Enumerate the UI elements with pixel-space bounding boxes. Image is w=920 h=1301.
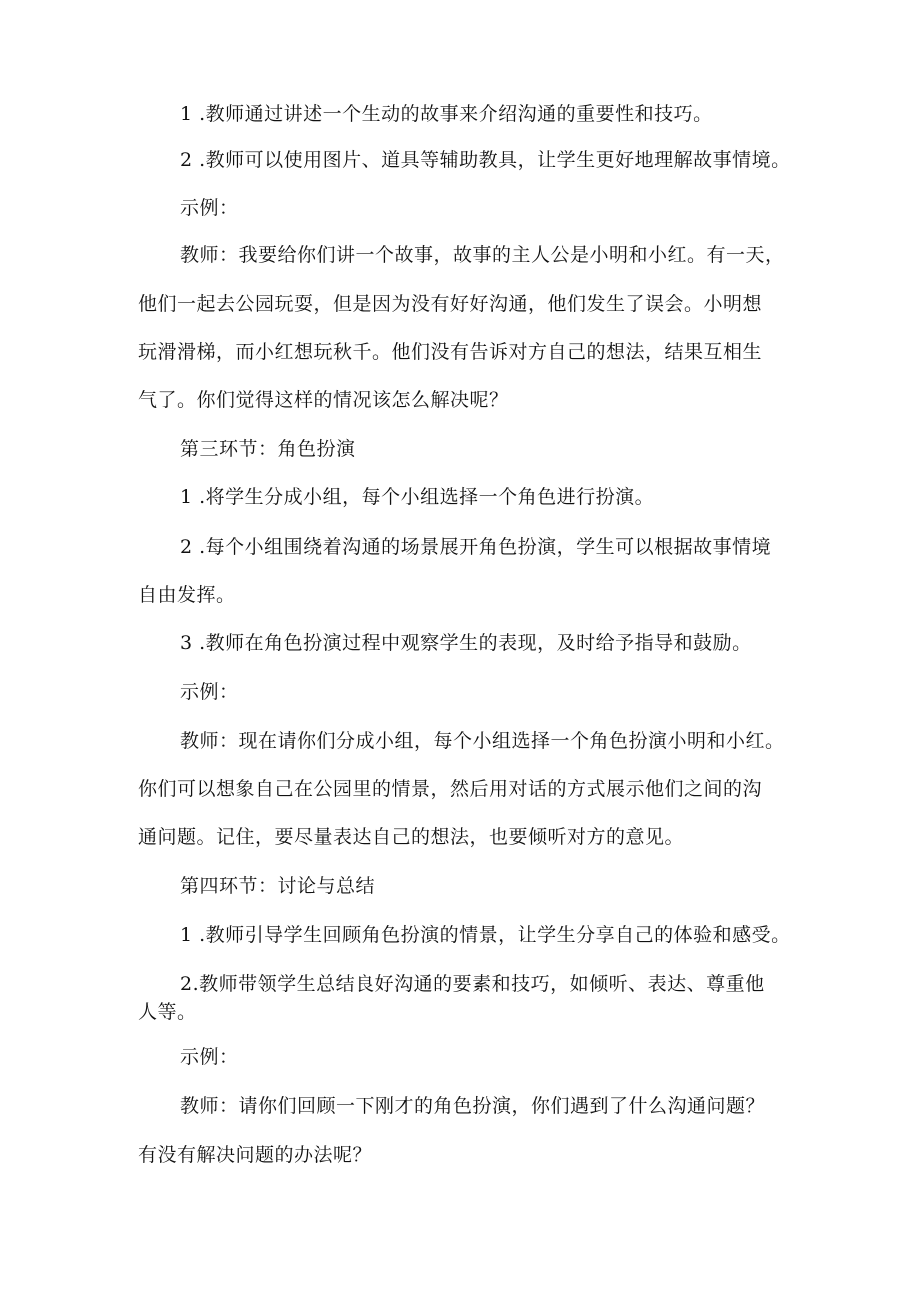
section-heading: 第四环节：讨论与总结 <box>180 875 376 897</box>
paragraph-line: 你们可以想象自己在公园里的情景，然后用对话的方式展示他们之间的沟 <box>138 778 763 800</box>
paragraph-line: 气了。你们觉得这样的情况该怎么解决呢？ <box>138 389 509 411</box>
list-item-3: 3 .教师在角色扮演过程中观察学生的表现，及时给予指导和鼓励。 <box>180 632 752 654</box>
section-heading: 第三环节：角色扮演 <box>180 438 356 460</box>
example-label: 示例： <box>180 681 239 703</box>
paragraph-line: 教师：请你们回顾一下刚才的角色扮演，你们遇到了什么沟通问题？ <box>180 1095 766 1117</box>
paragraph-line: 教师：现在请你们分成小组，每个小组选择一个角色扮演小明和小红。 <box>180 730 785 752</box>
list-item-2: 2 .教师可以使用图片、道具等辅助教具，让学生更好地理解故事情境。 <box>180 149 791 171</box>
list-item-2: 2 .每个小组围绕着沟通的场景展开角色扮演，学生可以根据故事情境 <box>180 536 772 558</box>
list-item-1: 1 .教师引导学生回顾角色扮演的情景，让学生分享自己的体验和感受。 <box>180 924 791 946</box>
example-label: 示例： <box>180 197 239 219</box>
list-item-1: 1 .将学生分成小组，每个小组选择一个角色进行扮演。 <box>180 486 655 508</box>
example-label: 示例： <box>180 1046 239 1068</box>
list-item-1: 1 .教师通过讲述一个生动的故事来介绍沟通的重要性和技巧。 <box>180 103 713 125</box>
paragraph-line: 教师：我要给你们讲一个故事，故事的主人公是小明和小红。有一天， <box>180 244 785 266</box>
paragraph-line: 玩滑滑梯，而小红想玩秋千。他们没有告诉对方自己的想法，结果互相生 <box>138 341 763 363</box>
list-item-continuation: 自由发挥。 <box>138 584 236 606</box>
list-item-2: 2.教师带领学生总结良好沟通的要素和技巧，如倾听、表达、尊重他 <box>180 973 765 995</box>
paragraph-line: 有没有解决问题的办法呢？ <box>138 1144 373 1166</box>
paragraph-line: 通问题。记住，要尽量表达自己的想法，也要倾听对方的意见。 <box>138 826 685 848</box>
paragraph-line: 他们一起去公园玩耍，但是因为没有好好沟通，他们发生了误会。小明想 <box>138 293 763 315</box>
list-item-continuation: 人等。 <box>138 1001 197 1023</box>
